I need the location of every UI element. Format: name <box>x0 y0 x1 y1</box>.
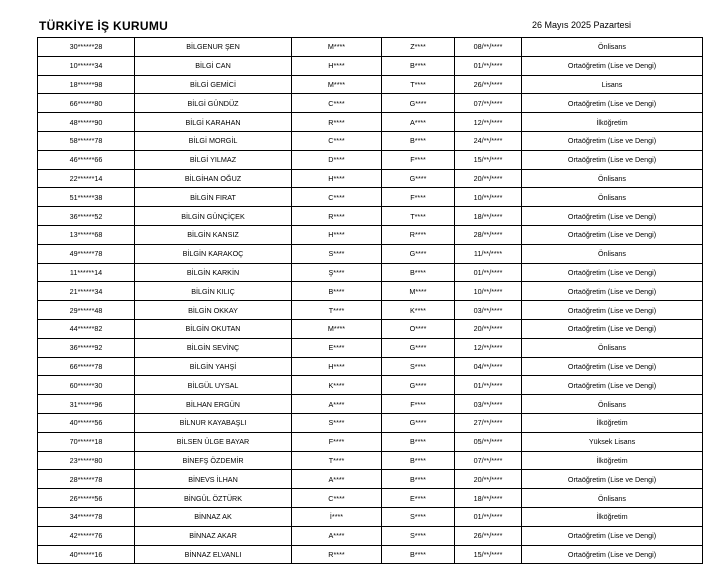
id-number-cell: 36******52 <box>38 207 135 226</box>
table-row <box>38 338 703 357</box>
full-name-cell: BİNEFŞ ÖZDEMİR <box>135 451 292 470</box>
mother-initial-cell: B**** <box>382 263 455 282</box>
education-level-cell: Ortaöğretim (Lise ve Dengi) <box>522 94 703 113</box>
birth-date-cell: 27/**/**** <box>455 413 522 432</box>
mother-initial-cell: G**** <box>382 244 455 263</box>
birth-date-cell: 28/**/**** <box>455 225 522 244</box>
full-name-cell: BİLGİ MORGİL <box>135 131 292 150</box>
birth-date-cell: 15/**/**** <box>455 545 522 564</box>
mother-initial-cell: Z**** <box>382 38 455 57</box>
birth-date-cell: 08/**/**** <box>455 38 522 57</box>
table-row <box>38 94 703 113</box>
id-number-cell: 23******80 <box>38 451 135 470</box>
birth-date-cell: 24/**/**** <box>455 131 522 150</box>
applicant-table-body <box>38 38 703 564</box>
education-level-cell: Önlisans <box>522 38 703 57</box>
full-name-cell: BİLGÜL UYSAL <box>135 376 292 395</box>
father-initial-cell: M**** <box>292 75 382 94</box>
full-name-cell: BİLGİN KARAKOÇ <box>135 244 292 263</box>
father-initial-cell: A**** <box>292 526 382 545</box>
id-number-cell: 40******56 <box>38 413 135 432</box>
mother-initial-cell: B**** <box>382 545 455 564</box>
table-row <box>38 545 703 564</box>
birth-date-cell: 26/**/**** <box>455 526 522 545</box>
father-initial-cell: C**** <box>292 131 382 150</box>
education-level-cell: İlköğretim <box>522 451 703 470</box>
id-number-cell: 46******66 <box>38 150 135 169</box>
table-row <box>38 470 703 489</box>
father-initial-cell: İ**** <box>292 507 382 526</box>
father-initial-cell: R**** <box>292 545 382 564</box>
birth-date-cell: 01/**/**** <box>455 507 522 526</box>
full-name-cell: BİNNAZ AKAR <box>135 526 292 545</box>
full-name-cell: BİLGİ GÜNDÜZ <box>135 94 292 113</box>
report-date: 26 Mayıs 2025 Pazartesi <box>532 20 632 30</box>
full-name-cell: BİLHAN ERGÜN <box>135 395 292 414</box>
education-level-cell: Lisans <box>522 75 703 94</box>
full-name-cell: BİLGİN GÜNÇİÇEK <box>135 207 292 226</box>
mother-initial-cell: O**** <box>382 319 455 338</box>
birth-date-cell: 12/**/**** <box>455 338 522 357</box>
education-level-cell: Ortaöğretim (Lise ve Dengi) <box>522 545 703 564</box>
education-level-cell: Yüksek Lisans <box>522 432 703 451</box>
id-number-cell: 28******78 <box>38 470 135 489</box>
education-level-cell: İlköğretim <box>522 507 703 526</box>
id-number-cell: 40******16 <box>38 545 135 564</box>
table-row <box>38 282 703 301</box>
birth-date-cell: 18/**/**** <box>455 207 522 226</box>
table-row <box>38 451 703 470</box>
education-level-cell: Ortaöğretim (Lise ve Dengi) <box>522 131 703 150</box>
full-name-cell: BİLGİN OKUTAN <box>135 319 292 338</box>
full-name-cell: BİNGÜL ÖZTÜRK <box>135 489 292 508</box>
education-level-cell: Ortaöğretim (Lise ve Dengi) <box>522 56 703 75</box>
id-number-cell: 29******48 <box>38 301 135 320</box>
father-initial-cell: A**** <box>292 470 382 489</box>
table-row <box>38 489 703 508</box>
table-row <box>38 131 703 150</box>
education-level-cell: Önlisans <box>522 244 703 263</box>
table-row <box>38 432 703 451</box>
id-number-cell: 60******30 <box>38 376 135 395</box>
mother-initial-cell: B**** <box>382 451 455 470</box>
mother-initial-cell: S**** <box>382 507 455 526</box>
birth-date-cell: 01/**/**** <box>455 263 522 282</box>
org-title: TÜRKİYE İŞ KURUMU <box>39 19 169 33</box>
mother-initial-cell: F**** <box>382 188 455 207</box>
mother-initial-cell: G**** <box>382 338 455 357</box>
education-level-cell: Önlisans <box>522 188 703 207</box>
father-initial-cell: K**** <box>292 376 382 395</box>
education-level-cell: Ortaöğretim (Lise ve Dengi) <box>522 526 703 545</box>
id-number-cell: 11******14 <box>38 263 135 282</box>
table-row <box>38 395 703 414</box>
full-name-cell: BİLGİN KARKİN <box>135 263 292 282</box>
mother-initial-cell: S**** <box>382 526 455 545</box>
father-initial-cell: S**** <box>292 244 382 263</box>
table-row <box>38 169 703 188</box>
birth-date-cell: 20/**/**** <box>455 169 522 188</box>
table-row <box>38 75 703 94</box>
full-name-cell: BİLGENUR ŞEN <box>135 38 292 57</box>
full-name-cell: BİLGİN KANSIZ <box>135 225 292 244</box>
full-name-cell: BİLGİ CAN <box>135 56 292 75</box>
mother-initial-cell: S**** <box>382 357 455 376</box>
id-number-cell: 66******80 <box>38 94 135 113</box>
father-initial-cell: Ş**** <box>292 263 382 282</box>
table-row <box>38 301 703 320</box>
mother-initial-cell: R**** <box>382 225 455 244</box>
education-level-cell: İlköğretim <box>522 413 703 432</box>
table-row <box>38 244 703 263</box>
id-number-cell: 49******78 <box>38 244 135 263</box>
birth-date-cell: 04/**/**** <box>455 357 522 376</box>
mother-initial-cell: F**** <box>382 395 455 414</box>
mother-initial-cell: K**** <box>382 301 455 320</box>
mother-initial-cell: F**** <box>382 150 455 169</box>
full-name-cell: BİNNAZ AK <box>135 507 292 526</box>
mother-initial-cell: B**** <box>382 432 455 451</box>
birth-date-cell: 03/**/**** <box>455 395 522 414</box>
mother-initial-cell: B**** <box>382 470 455 489</box>
father-initial-cell: D**** <box>292 150 382 169</box>
birth-date-cell: 05/**/**** <box>455 432 522 451</box>
father-initial-cell: C**** <box>292 489 382 508</box>
page-header <box>0 0 720 38</box>
education-level-cell: Ortaöğretim (Lise ve Dengi) <box>522 263 703 282</box>
full-name-cell: BİLGİ KARAHAN <box>135 113 292 132</box>
education-level-cell: Ortaöğretim (Lise ve Dengi) <box>522 376 703 395</box>
birth-date-cell: 01/**/**** <box>455 376 522 395</box>
birth-date-cell: 20/**/**** <box>455 470 522 489</box>
mother-initial-cell: E**** <box>382 489 455 508</box>
father-initial-cell: R**** <box>292 207 382 226</box>
education-level-cell: İlköğretim <box>522 113 703 132</box>
birth-date-cell: 11/**/**** <box>455 244 522 263</box>
mother-initial-cell: B**** <box>382 131 455 150</box>
father-initial-cell: T**** <box>292 301 382 320</box>
mother-initial-cell: G**** <box>382 169 455 188</box>
table-row <box>38 225 703 244</box>
father-initial-cell: F**** <box>292 432 382 451</box>
education-level-cell: Önlisans <box>522 489 703 508</box>
id-number-cell: 36******92 <box>38 338 135 357</box>
father-initial-cell: H**** <box>292 169 382 188</box>
education-level-cell: Ortaöğretim (Lise ve Dengi) <box>522 470 703 489</box>
education-level-cell: Önlisans <box>522 338 703 357</box>
table-row <box>38 263 703 282</box>
table-row <box>38 357 703 376</box>
father-initial-cell: H**** <box>292 225 382 244</box>
birth-date-cell: 18/**/**** <box>455 489 522 508</box>
table-row <box>38 413 703 432</box>
birth-date-cell: 07/**/**** <box>455 451 522 470</box>
mother-initial-cell: G**** <box>382 94 455 113</box>
full-name-cell: BİLGİ YILMAZ <box>135 150 292 169</box>
full-name-cell: BİLGİ GEMİCİ <box>135 75 292 94</box>
id-number-cell: 13******68 <box>38 225 135 244</box>
full-name-cell: BİLGİN SEVİNÇ <box>135 338 292 357</box>
table-row <box>38 526 703 545</box>
education-level-cell: Ortaöğretim (Lise ve Dengi) <box>522 301 703 320</box>
table-row <box>38 150 703 169</box>
birth-date-cell: 10/**/**** <box>455 188 522 207</box>
table-row <box>38 38 703 57</box>
table-row <box>38 188 703 207</box>
father-initial-cell: C**** <box>292 188 382 207</box>
id-number-cell: 51******38 <box>38 188 135 207</box>
id-number-cell: 58******78 <box>38 131 135 150</box>
full-name-cell: BİLGİN KILIÇ <box>135 282 292 301</box>
id-number-cell: 44******82 <box>38 319 135 338</box>
table-row <box>38 376 703 395</box>
full-name-cell: BİLGİN FIRAT <box>135 188 292 207</box>
id-number-cell: 66******78 <box>38 357 135 376</box>
id-number-cell: 70******18 <box>38 432 135 451</box>
id-number-cell: 21******34 <box>38 282 135 301</box>
mother-initial-cell: G**** <box>382 413 455 432</box>
table-row <box>38 507 703 526</box>
full-name-cell: BİLSEN ÜLGE BAYAR <box>135 432 292 451</box>
father-initial-cell: H**** <box>292 56 382 75</box>
id-number-cell: 31******96 <box>38 395 135 414</box>
full-name-cell: BİLGİN OKKAY <box>135 301 292 320</box>
father-initial-cell: S**** <box>292 413 382 432</box>
education-level-cell: Önlisans <box>522 169 703 188</box>
id-number-cell: 34******78 <box>38 507 135 526</box>
father-initial-cell: A**** <box>292 395 382 414</box>
table-row <box>38 56 703 75</box>
father-initial-cell: E**** <box>292 338 382 357</box>
education-level-cell: Ortaöğretim (Lise ve Dengi) <box>522 282 703 301</box>
father-initial-cell: R**** <box>292 113 382 132</box>
id-number-cell: 42******76 <box>38 526 135 545</box>
mother-initial-cell: T**** <box>382 75 455 94</box>
id-number-cell: 18******98 <box>38 75 135 94</box>
mother-initial-cell: A**** <box>382 113 455 132</box>
id-number-cell: 10******34 <box>38 56 135 75</box>
full-name-cell: BİLGİN YAHŞİ <box>135 357 292 376</box>
table-row <box>38 113 703 132</box>
father-initial-cell: B**** <box>292 282 382 301</box>
mother-initial-cell: G**** <box>382 376 455 395</box>
education-level-cell: Ortaöğretim (Lise ve Dengi) <box>522 150 703 169</box>
birth-date-cell: 12/**/**** <box>455 113 522 132</box>
father-initial-cell: T**** <box>292 451 382 470</box>
education-level-cell: Önlisans <box>522 395 703 414</box>
full-name-cell: BİLNUR KAYABAŞLI <box>135 413 292 432</box>
father-initial-cell: H**** <box>292 357 382 376</box>
birth-date-cell: 07/**/**** <box>455 94 522 113</box>
table-row <box>38 207 703 226</box>
id-number-cell: 26******56 <box>38 489 135 508</box>
education-level-cell: Ortaöğretim (Lise ve Dengi) <box>522 225 703 244</box>
id-number-cell: 22******14 <box>38 169 135 188</box>
birth-date-cell: 15/**/**** <box>455 150 522 169</box>
full-name-cell: BİNEVS İLHAN <box>135 470 292 489</box>
birth-date-cell: 20/**/**** <box>455 319 522 338</box>
education-level-cell: Ortaöğretim (Lise ve Dengi) <box>522 357 703 376</box>
mother-initial-cell: B**** <box>382 56 455 75</box>
birth-date-cell: 26/**/**** <box>455 75 522 94</box>
birth-date-cell: 10/**/**** <box>455 282 522 301</box>
father-initial-cell: C**** <box>292 94 382 113</box>
father-initial-cell: M**** <box>292 319 382 338</box>
full-name-cell: BİNNAZ ELVANLI <box>135 545 292 564</box>
birth-date-cell: 03/**/**** <box>455 301 522 320</box>
full-name-cell: BİLGİHAN OĞUZ <box>135 169 292 188</box>
father-initial-cell: M**** <box>292 38 382 57</box>
education-level-cell: Ortaöğretim (Lise ve Dengi) <box>522 319 703 338</box>
table-row <box>38 319 703 338</box>
id-number-cell: 30******28 <box>38 38 135 57</box>
birth-date-cell: 01/**/**** <box>455 56 522 75</box>
mother-initial-cell: T**** <box>382 207 455 226</box>
mother-initial-cell: M**** <box>382 282 455 301</box>
id-number-cell: 48******90 <box>38 113 135 132</box>
education-level-cell: Ortaöğretim (Lise ve Dengi) <box>522 207 703 226</box>
applicant-table <box>37 37 703 564</box>
